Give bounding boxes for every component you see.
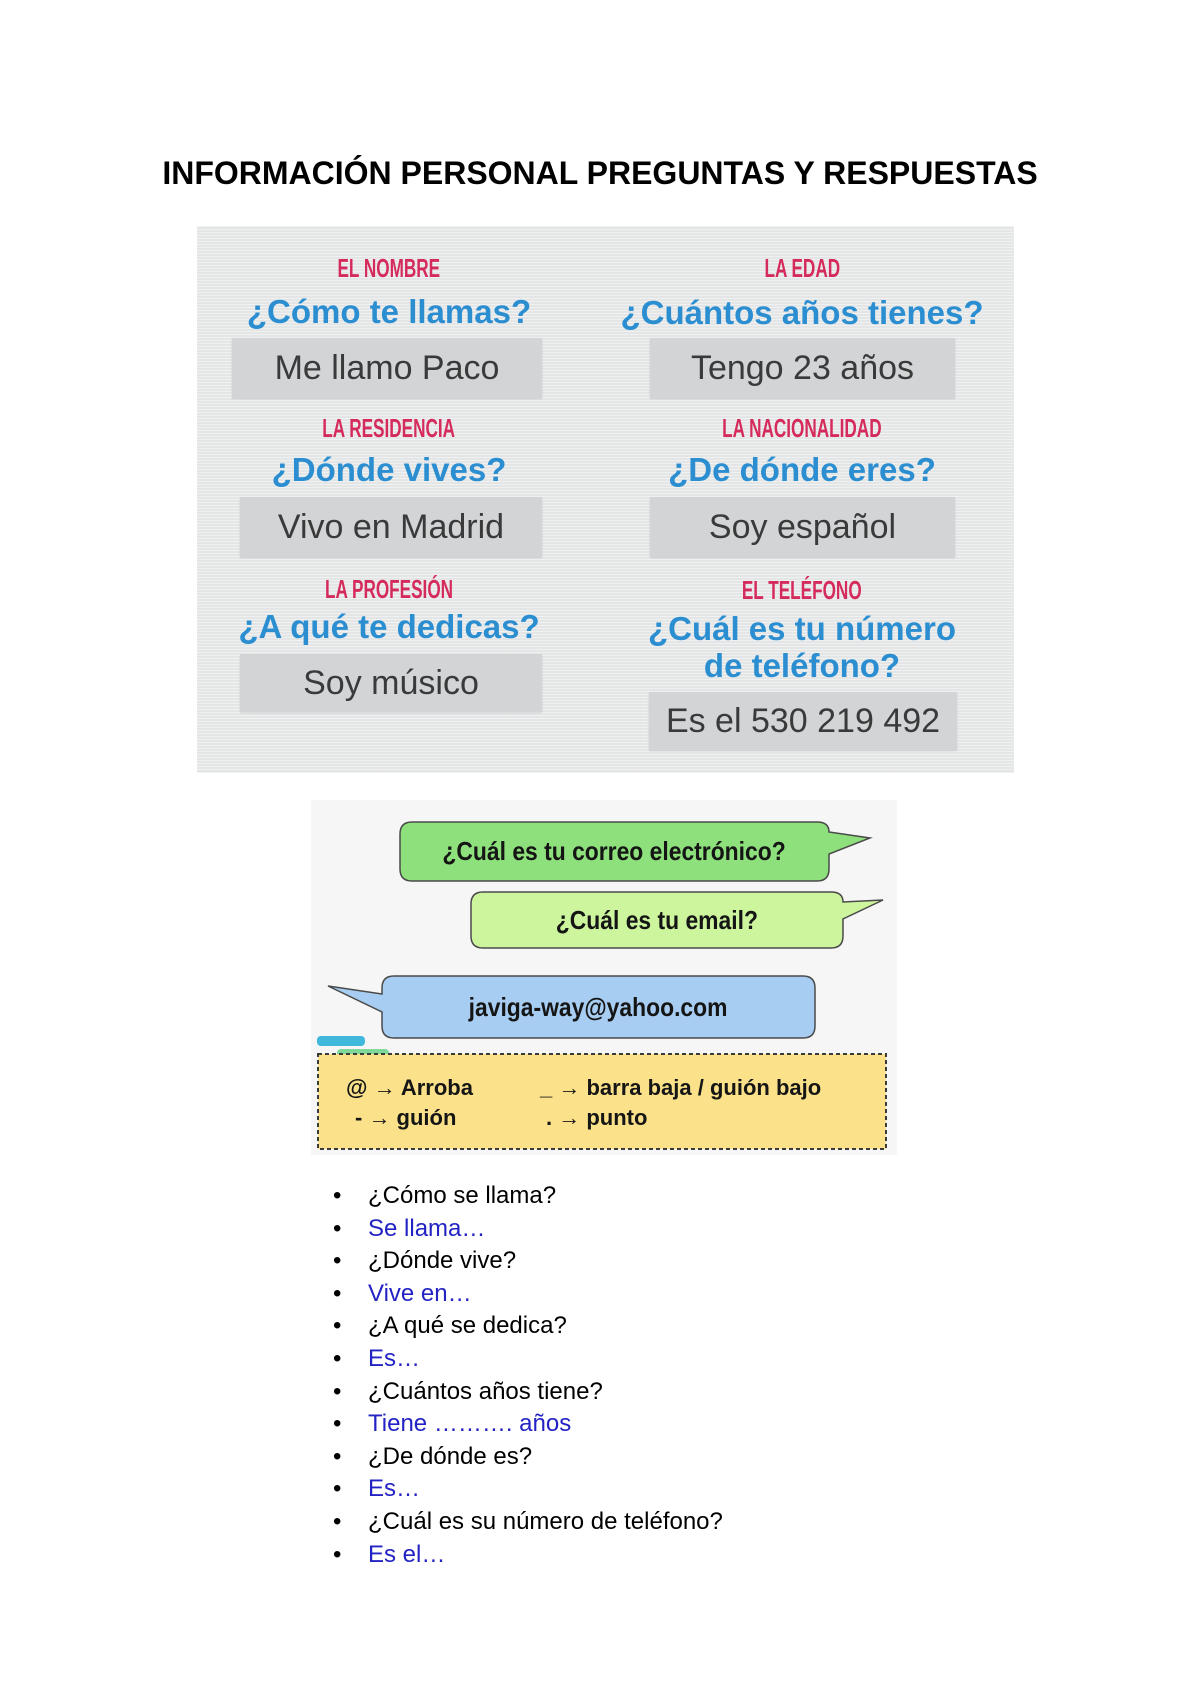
bullet-icon: • xyxy=(333,1182,342,1209)
symbol-underscore: _ → barra baja / guión bajo xyxy=(540,1075,822,1100)
symbol-hyphen: - → guión xyxy=(355,1105,457,1130)
category-label: LA EDAD xyxy=(764,253,840,283)
bubble-text-email-address: javiga-way@yahoo.com xyxy=(469,992,728,1022)
practice-list xyxy=(0,1180,1200,1571)
answer-box: Vivo en Madrid xyxy=(240,497,542,557)
category-label: EL TELÉFONO xyxy=(742,575,862,605)
list-item: • ¿Cuál es su número de teléfono? xyxy=(0,1506,1200,1539)
list-item: • Se llama… xyxy=(0,1213,1200,1246)
question-text: ¿Cuál es tu número xyxy=(647,610,957,647)
category-label: EL NOMBRE xyxy=(337,253,441,283)
question-text-line-2: de teléfono? xyxy=(703,647,901,684)
answer-box: Tengo 23 años xyxy=(650,338,955,398)
list-item: • Es… xyxy=(0,1343,1200,1376)
bubble-text-email-question: ¿Cuál es tu correo electrónico? xyxy=(442,836,787,866)
list-item: • Vive en… xyxy=(0,1278,1200,1311)
category-label: LA NACIONALIDAD xyxy=(722,413,882,443)
list-item: • Es… xyxy=(0,1473,1200,1506)
bullet-icon: • xyxy=(333,1475,342,1503)
question-text: ¿Cómo te llamas? xyxy=(246,293,532,330)
symbol-dot: . → punto xyxy=(546,1105,648,1130)
symbol-at: @ → Arroba xyxy=(346,1075,473,1100)
bullet-icon: • xyxy=(333,1377,342,1405)
list-item: • ¿Cuántos años tiene? xyxy=(0,1376,1200,1409)
list-item: • ¿Dónde vive? xyxy=(0,1245,1200,1278)
question-text: ¿A qué te dedicas? xyxy=(238,608,540,645)
chalk-cyan xyxy=(317,1036,365,1046)
answer-box: Soy español xyxy=(650,497,955,557)
list-item: • Es el… xyxy=(0,1539,1200,1572)
category-label: LA PROFESIÓN xyxy=(324,574,454,604)
question-text: ¿De dónde eres? xyxy=(668,451,936,488)
question-text: ¿Dónde vives? xyxy=(271,451,507,488)
page-title: INFORMACIÓN PERSONAL PREGUNTAS Y RESPUESTAS xyxy=(162,155,1038,191)
bullet-icon: • xyxy=(333,1312,342,1340)
bullet-icon: • xyxy=(333,1279,342,1307)
bubble-text-email-short-question: ¿Cuál es tu email? xyxy=(555,905,759,935)
list-item: • ¿A qué se dedica? xyxy=(0,1310,1200,1343)
question-text: ¿Cuántos años tienes? xyxy=(620,294,984,331)
bullet-icon: • xyxy=(333,1442,342,1470)
bullet-icon: • xyxy=(333,1540,342,1568)
bullet-icon: • xyxy=(333,1344,342,1372)
bullet-icon: • xyxy=(333,1507,342,1535)
answer-box: Soy músico xyxy=(240,654,542,712)
bullet-icon: • xyxy=(333,1214,342,1242)
bullet-icon: • xyxy=(333,1410,342,1438)
bullet-icon: • xyxy=(333,1247,342,1275)
email-illustration xyxy=(311,800,897,1155)
category-label: LA RESIDENCIA xyxy=(322,413,456,443)
list-item: • ¿Cómo se llama? xyxy=(0,1180,1200,1213)
answer-box: Es el 530 219 492 xyxy=(649,692,957,750)
list-item: • ¿De dónde es? xyxy=(0,1441,1200,1474)
answer-box: Me llamo Paco xyxy=(232,338,542,398)
personal-info-panel xyxy=(197,226,1014,773)
list-item: • Tiene ………. años xyxy=(0,1408,1200,1441)
